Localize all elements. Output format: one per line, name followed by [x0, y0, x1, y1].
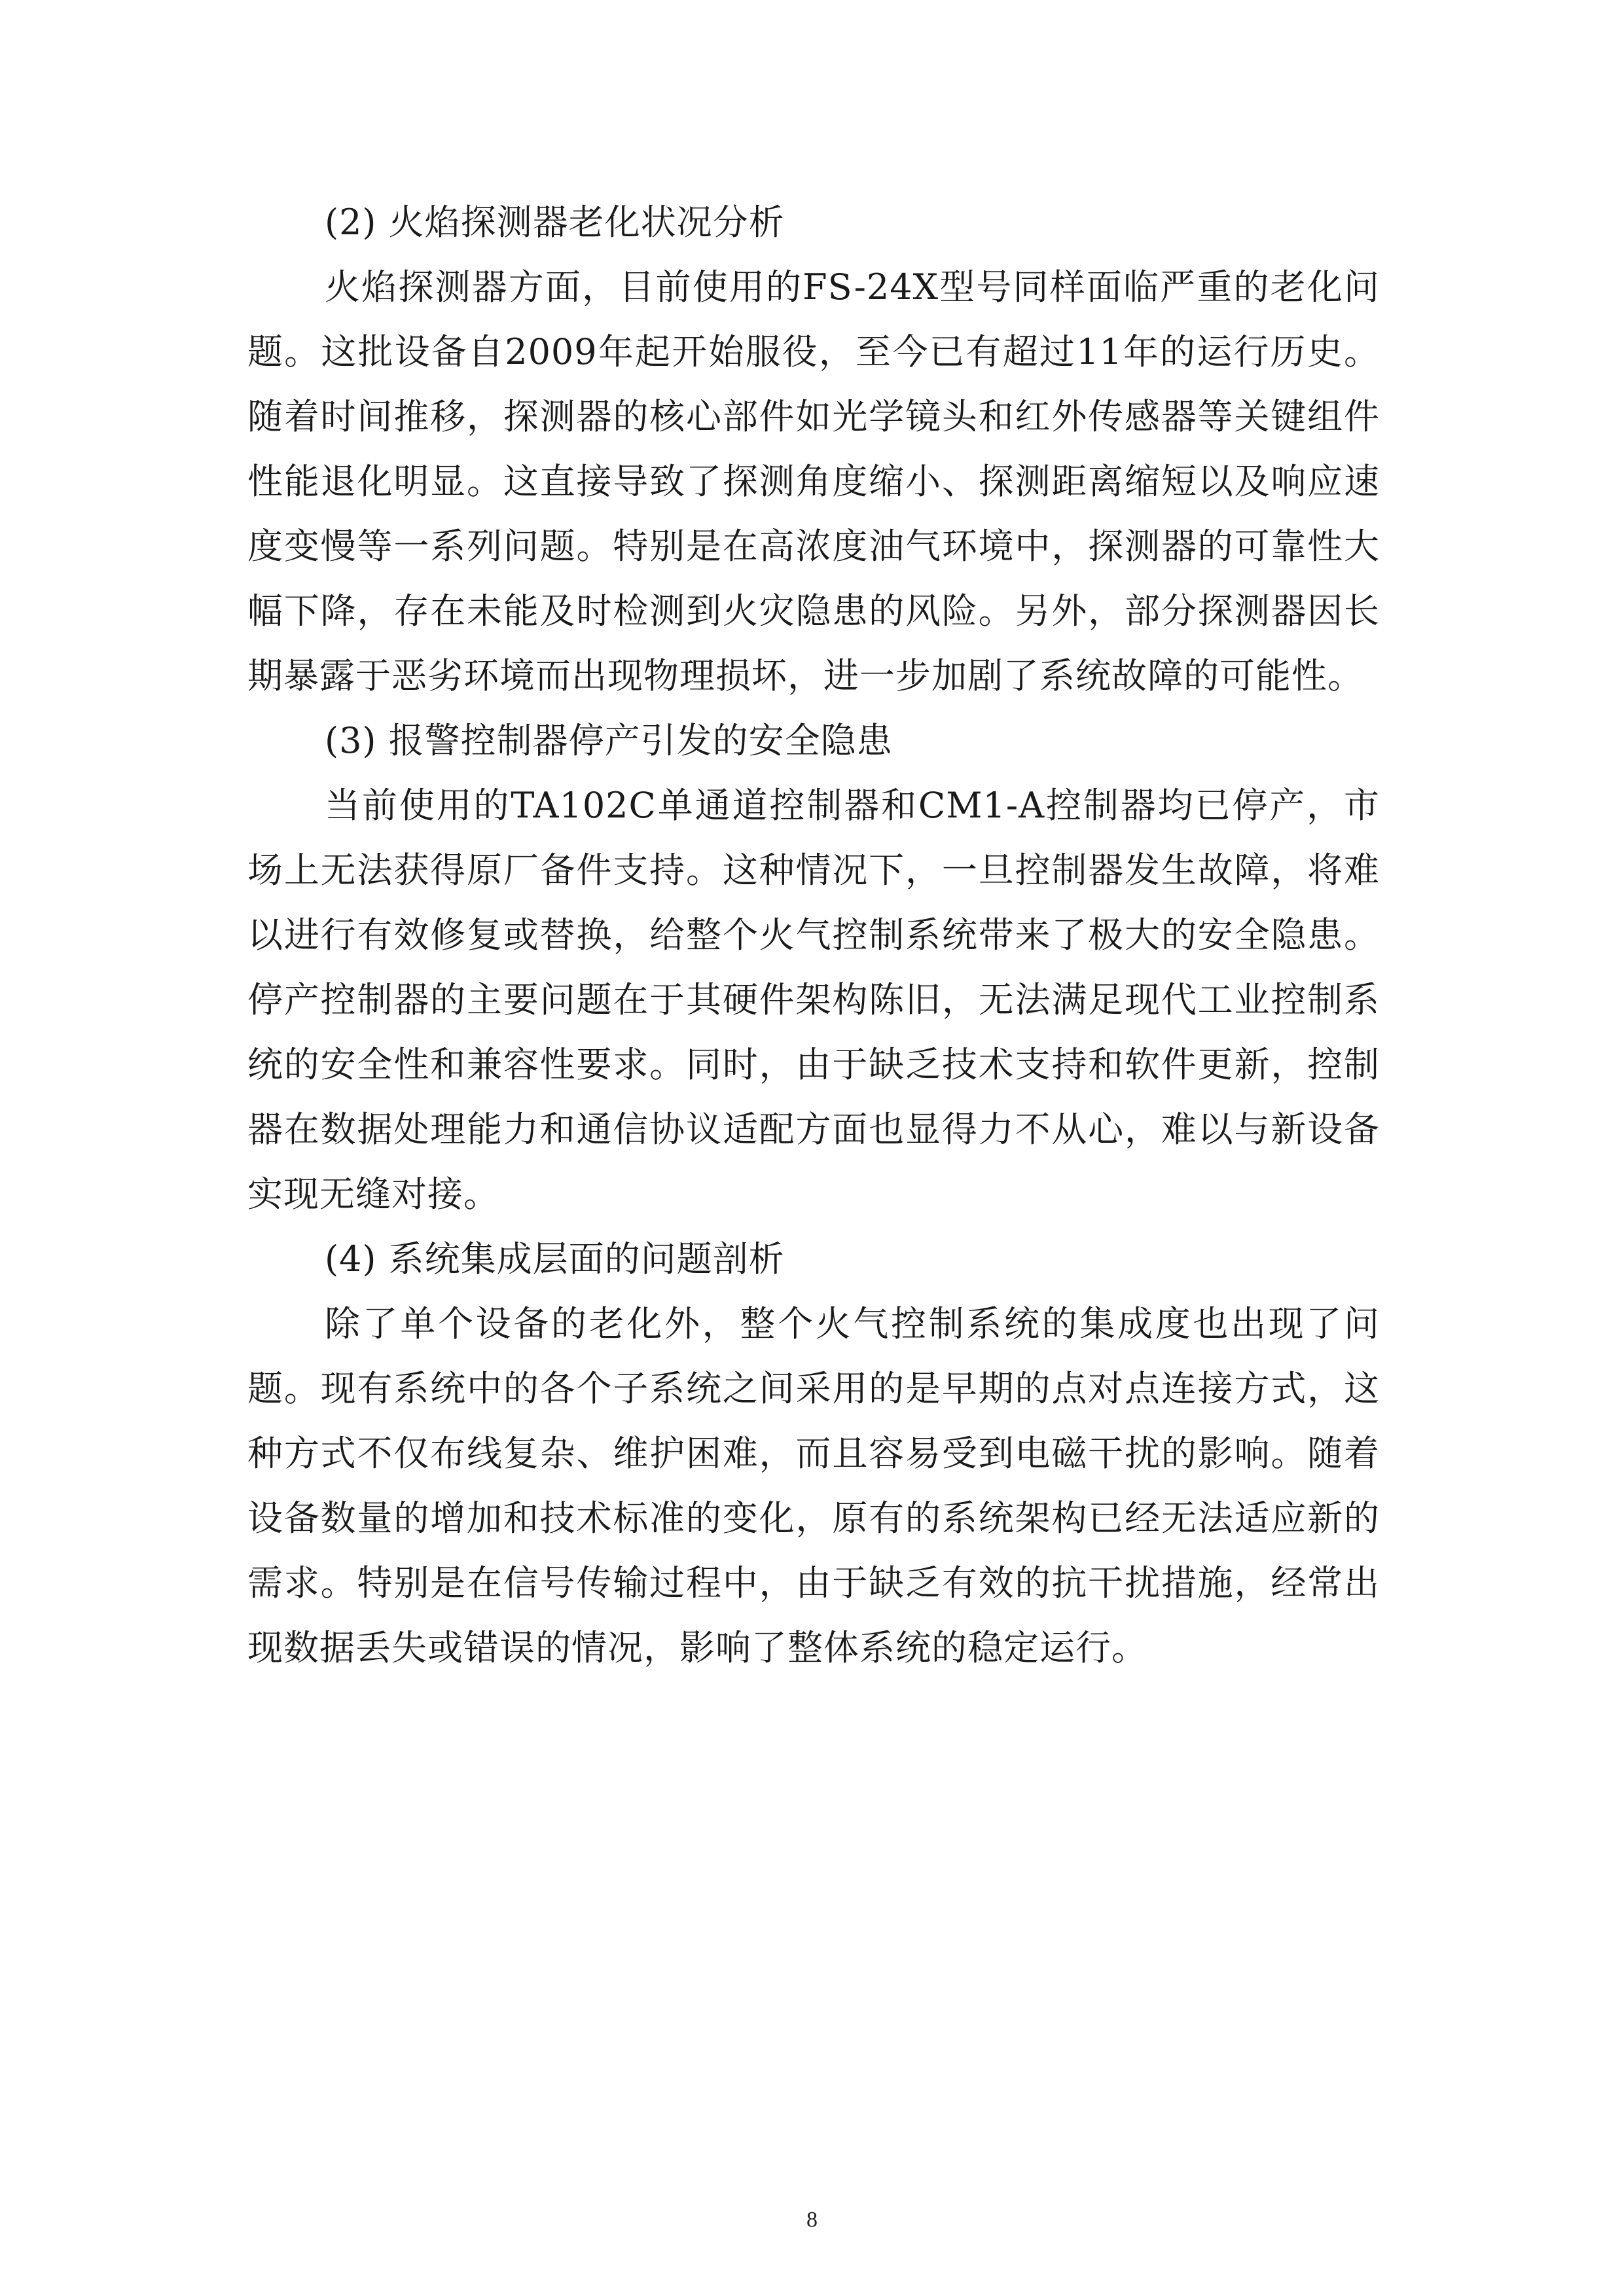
section-heading-3: (3) 报警控制器停产引发的安全隐患: [325, 720, 893, 761]
section-paragraph-3: 当前使用的TA102C单通道控制器和CM1-A控制器均已停产，市场上无法获得原厂备件支持。这种情况下，一旦控制器发生故障，将难以进行有效修复或替换，给整个火气控制系统带来了极大的安全隐患。停产控制器的主要问题在于其硬件架构陈旧，无法满足现代工业控制系统的安全性和兼容性要求。同时，由于缺乏技术支持和软件更新，控制器在数据处理能力和通信协议适配方面也显得力不从心，难以与新设备实现无缝对接。: [247, 785, 1380, 1215]
section-heading-2: (2) 火焰探测器老化状况分析: [325, 202, 785, 243]
body-text: [247, 190, 1380, 1680]
section-paragraph-2: 火焰探测器方面，目前使用的FS-24X型号同样面临严重的老化问题。这批设备自2009年起开始服役，至今已有超过11年的运行历史。随着时间推移，探测器的核心部件如光学镜头和红外传感器等关键组件性能退化明显。这直接导致了探测角度缩小、探测距离缩短以及响应速度变慢等一系列问题。特别是在高浓度油气环境中，探测器的可靠性大幅下降，存在未能及时检测到火灾隐患的风险。另外，部分探测器因长期暴露于恶劣环境而出现物理损坏，进一步加剧了系统故障的可能性。: [247, 266, 1380, 696]
section-paragraph-4: 除了单个设备的老化外，整个火气控制系统的集成度也出现了问题。现有系统中的各个子系统之间采用的是早期的点对点连接方式，这种方式不仅布线复杂、维护困难，而且容易受到电磁干扰的影响。随着设备数量的增加和技术标准的变化，原有的系统架构已经无法适应新的需求。特别是在信号传输过程中，由于缺乏有效的抗干扰措施，经常出现数据丢失或错误的情况，影响了整体系统的稳定运行。: [247, 1303, 1380, 1668]
page-number: 8: [806, 2208, 818, 2232]
section-heading-4: (4) 系统集成层面的问题剖析: [325, 1238, 785, 1280]
